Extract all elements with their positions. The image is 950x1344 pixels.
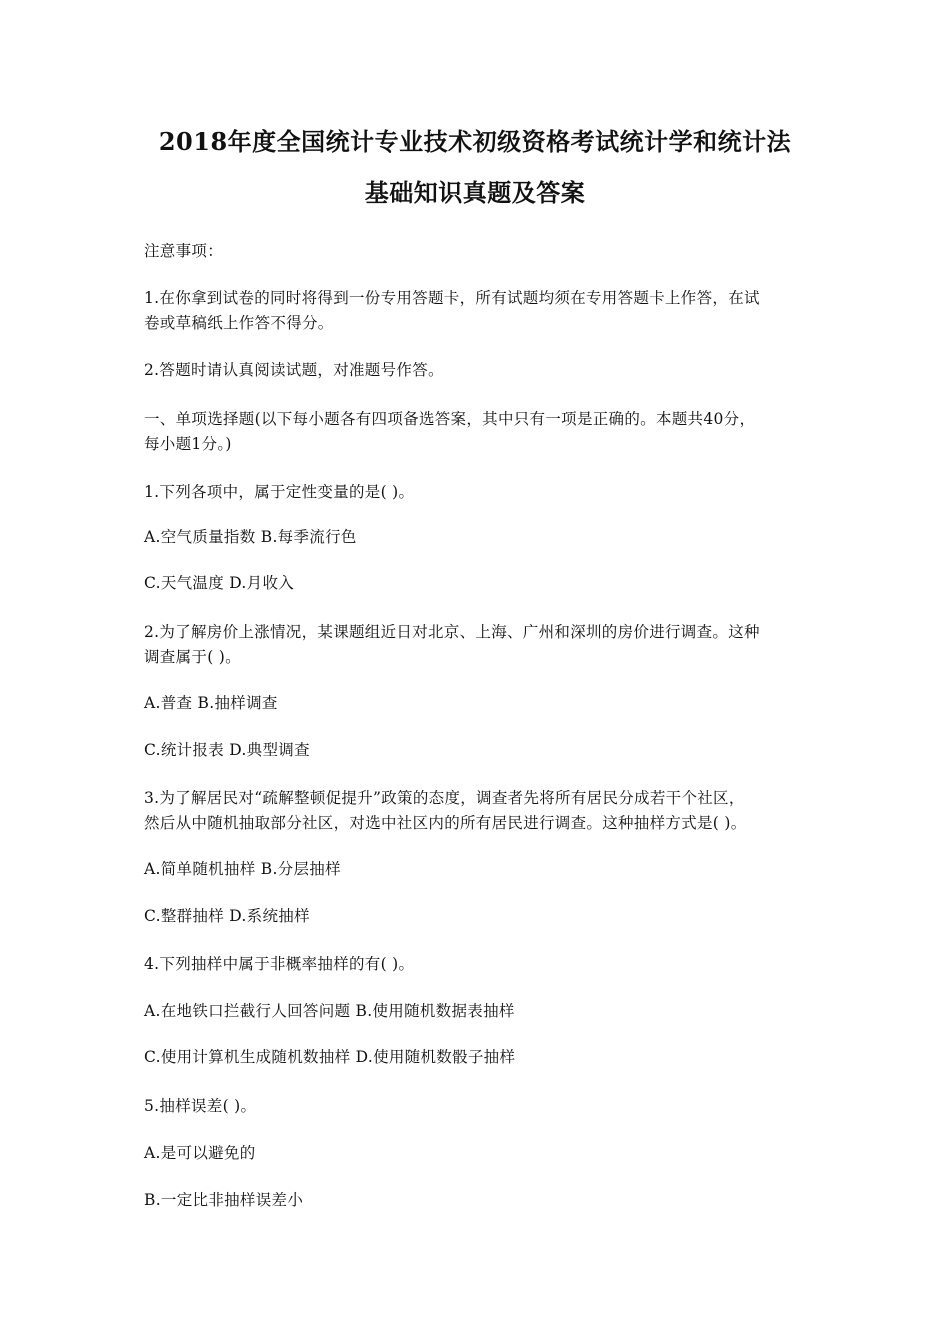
question-2-options-ab: A.普查 B.抽样调查: [144, 694, 278, 712]
question-2-stem-line-1: 2.为了解房价上涨情况，某课题组近日对北京、上海、广州和深圳的房价进行调查。这种: [144, 623, 760, 641]
question-4-options-ab: A.在地铁口拦截行人回答问题 B.使用随机数据表抽样: [144, 1002, 515, 1020]
section-heading-line-1: 一、单项选择题(以下每小题各有四项备选答案，其中只有一项是正确的。本题共40分，: [144, 410, 756, 428]
question-5-stem: 5.抽样误差( )。: [144, 1097, 257, 1115]
notice-heading: 注意事项：: [144, 242, 224, 260]
section-heading-line-2: 每小题1分。): [144, 435, 232, 453]
notice-item-1-line-1: 1.在你拿到试卷的同时将得到一份专用答题卡，所有试题均须在专用答题卡上作答，在试: [144, 289, 760, 307]
question-3-options-ab: A.简单随机抽样 B.分层抽样: [144, 860, 341, 878]
question-4-stem: 4.下列抽样中属于非概率抽样的有( )。: [144, 955, 415, 973]
question-3-options-cd: C.整群抽样 D.系统抽样: [144, 907, 310, 925]
document-title-line-1: 2018年度全国统计专业技术初级资格考试统计学和统计法: [158, 127, 792, 156]
document-title-line-2: 基础知识真题及答案: [364, 178, 586, 207]
question-2-stem-line-2: 调查属于( )。: [144, 648, 241, 666]
notice-item-1-line-2: 卷或草稿纸上作答不得分。: [144, 314, 334, 332]
question-1-options-ab: A.空气质量指数 B.每季流行色: [144, 528, 357, 546]
question-3-stem-line-1: 3.为了解居民对“疏解整顿促提升”政策的态度，调查者先将所有居民分成若干个社区，: [144, 789, 745, 807]
question-4-options-cd: C.使用计算机生成随机数抽样 D.使用随机数骰子抽样: [144, 1048, 516, 1066]
question-1-options-cd: C.天气温度 D.月收入: [144, 574, 295, 592]
question-3-stem-line-2: 然后从中随机抽取部分社区，对选中社区内的所有居民进行调查。这种抽样方式是( )。: [144, 814, 747, 832]
question-1-stem: 1.下列各项中，属于定性变量的是( )。: [144, 483, 415, 501]
question-5-option-b: B.一定比非抽样误差小: [144, 1191, 304, 1209]
notice-item-2: 2.答题时请认真阅读试题，对准题号作答。: [144, 361, 444, 379]
question-2-options-cd: C.统计报表 D.典型调查: [144, 741, 310, 759]
question-5-option-a: A.是可以避免的: [144, 1144, 256, 1162]
